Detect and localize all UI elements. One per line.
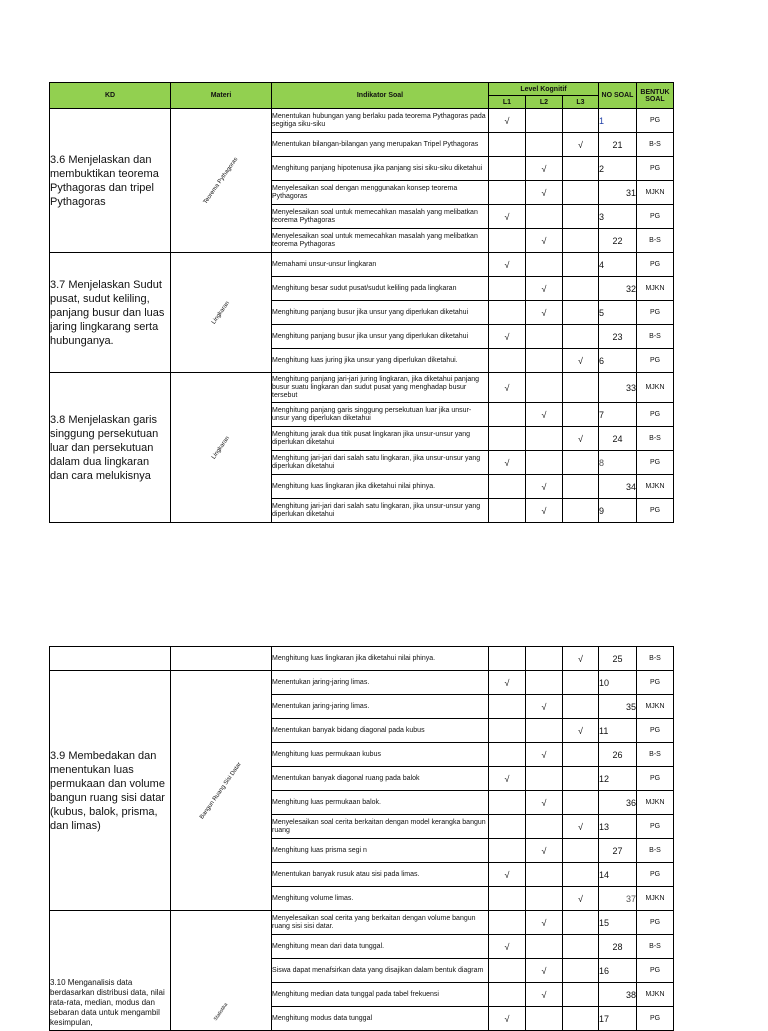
indikator-cell: Menghitung volume limas.: [272, 887, 489, 911]
l3-check: [563, 959, 599, 983]
l1-check: √: [489, 205, 526, 229]
no-soal-cell: 24: [599, 427, 637, 451]
bentuk-soal-cell: MJKN: [637, 695, 674, 719]
no-soal-cell: 6: [599, 349, 637, 373]
l3-check: √: [563, 647, 599, 671]
l1-check: [489, 743, 526, 767]
l2-check: [526, 253, 563, 277]
l2-check: [526, 205, 563, 229]
kisi-kisi-table-page-1: [49, 82, 674, 523]
l2-check: √: [526, 301, 563, 325]
kd-cell: 3.9 Membedakan dan menentukan luas permukaan dan volume bangun ruang sisi datar (kubus, balok, prisma, dan limas): [50, 671, 171, 911]
l1-check: √: [489, 671, 526, 695]
indikator-cell: Memahami unsur-unsur lingkaran: [272, 253, 489, 277]
l1-check: √: [489, 109, 526, 133]
table-row: [50, 671, 674, 695]
l1-check: [489, 349, 526, 373]
l1-check: [489, 403, 526, 427]
l3-check: [563, 373, 599, 403]
l2-check: [526, 647, 563, 671]
l2-check: √: [526, 959, 563, 983]
indikator-cell: Menghitung jari-jari dari salah satu lingkaran, jika unsur-unsur yang diperlukan diketahui: [272, 451, 489, 475]
l3-check: √: [563, 427, 599, 451]
indikator-cell: Menghitung mean dari data tunggal.: [272, 935, 489, 959]
indikator-cell: Menentukan banyak diagonal ruang pada balok: [272, 767, 489, 791]
l1-check: √: [489, 767, 526, 791]
no-soal-cell: 31: [599, 181, 637, 205]
l3-check: [563, 1007, 599, 1031]
l1-check: [489, 791, 526, 815]
bentuk-soal-cell: PG: [637, 403, 674, 427]
l2-check: √: [526, 499, 563, 523]
bentuk-soal-cell: MJKN: [637, 475, 674, 499]
l2-check: √: [526, 157, 563, 181]
bentuk-soal-cell: B-S: [637, 647, 674, 671]
l2-check: √: [526, 791, 563, 815]
header-level-kognitif: Level Kognitif: [489, 83, 599, 96]
no-soal-cell: 3: [599, 205, 637, 229]
indikator-cell: Menentukan banyak rusuk atau sisi pada limas.: [272, 863, 489, 887]
bentuk-soal-cell: MJKN: [637, 373, 674, 403]
l3-check: [563, 205, 599, 229]
l3-check: [563, 839, 599, 863]
l1-check: √: [489, 373, 526, 403]
l3-check: √: [563, 349, 599, 373]
l3-check: [563, 451, 599, 475]
bentuk-soal-cell: MJKN: [637, 791, 674, 815]
l3-check: [563, 767, 599, 791]
l2-check: [526, 1007, 563, 1031]
no-soal-cell: 32: [599, 277, 637, 301]
indikator-cell: Menghitung median data tunggal pada tabel frekuensi: [272, 983, 489, 1007]
l2-check: √: [526, 229, 563, 253]
l1-check: [489, 911, 526, 935]
no-soal-cell: 17: [599, 1007, 637, 1031]
no-soal-cell: 9: [599, 499, 637, 523]
bentuk-soal-cell: PG: [637, 157, 674, 181]
kd-cell-continued: [50, 647, 171, 671]
l1-check: [489, 157, 526, 181]
l1-check: [489, 647, 526, 671]
l2-check: √: [526, 403, 563, 427]
l3-check: [563, 743, 599, 767]
l3-check: [563, 277, 599, 301]
bentuk-soal-cell: PG: [637, 301, 674, 325]
indikator-cell: Menentukan jaring-jaring limas.: [272, 695, 489, 719]
no-soal-cell: 23: [599, 325, 637, 349]
no-soal-cell: 26: [599, 743, 637, 767]
header-materi: Materi: [171, 83, 272, 109]
l1-check: √: [489, 451, 526, 475]
l1-check: [489, 277, 526, 301]
l3-check: √: [563, 815, 599, 839]
indikator-cell: Menghitung panjang garis singgung persekutuan luar jika unsur-unsur yang diperlukan diketahui: [272, 403, 489, 427]
no-soal-cell: 21: [599, 133, 637, 157]
bentuk-soal-cell: PG: [637, 959, 674, 983]
l1-check: [489, 499, 526, 523]
bentuk-soal-cell: PG: [637, 1007, 674, 1031]
indikator-cell: Menentukan jaring-jaring limas.: [272, 671, 489, 695]
indikator-cell: Menghitung luas lingkaran jika diketahui nilai phinya.: [272, 475, 489, 499]
l3-check: √: [563, 133, 599, 157]
l3-check: [563, 499, 599, 523]
materi-cell: [171, 109, 272, 253]
indikator-cell: Menentukan hubungan yang berlaku pada teorema Pythagoras pada segitiga siku-siku: [272, 109, 489, 133]
bentuk-soal-cell: B-S: [637, 839, 674, 863]
no-soal-cell: 25: [599, 647, 637, 671]
indikator-cell: Menghitung panjang busur jika unsur yang diperlukan diketahui: [272, 325, 489, 349]
bentuk-soal-cell: MJKN: [637, 887, 674, 911]
no-soal-cell: 38: [599, 983, 637, 1007]
no-soal-cell: 12: [599, 767, 637, 791]
no-soal-cell: 22: [599, 229, 637, 253]
l2-check: [526, 767, 563, 791]
l2-check: √: [526, 695, 563, 719]
l2-check: [526, 451, 563, 475]
l2-check: [526, 325, 563, 349]
l1-check: [489, 815, 526, 839]
bentuk-soal-cell: PG: [637, 499, 674, 523]
bentuk-soal-cell: PG: [637, 253, 674, 277]
l1-check: [489, 983, 526, 1007]
bentuk-soal-cell: B-S: [637, 229, 674, 253]
table-row: [50, 109, 674, 133]
l3-check: [563, 181, 599, 205]
kisi-kisi-table-page-2: [49, 646, 674, 1031]
no-soal-cell: 5: [599, 301, 637, 325]
kd-cell: 3.7 Menjelaskan Sudut pusat, sudut keliling, panjang busur dan luas jaring lingkarang serta hubunganya.: [50, 253, 171, 373]
l2-check: [526, 133, 563, 157]
l3-check: [563, 157, 599, 181]
indikator-cell: Menentukan bilangan-bilangan yang merupakan Tripel Pythagoras: [272, 133, 489, 157]
l3-check: [563, 403, 599, 427]
bentuk-soal-cell: B-S: [637, 743, 674, 767]
no-soal-cell: 13: [599, 815, 637, 839]
bentuk-soal-cell: B-S: [637, 427, 674, 451]
l1-check: [489, 719, 526, 743]
l1-check: √: [489, 1007, 526, 1031]
l3-check: [563, 695, 599, 719]
l3-check: [563, 983, 599, 1007]
l1-check: √: [489, 935, 526, 959]
l1-check: [489, 839, 526, 863]
materi-cell: [171, 671, 272, 911]
l2-check: √: [526, 983, 563, 1007]
l2-check: √: [526, 277, 563, 301]
l1-check: [489, 475, 526, 499]
l3-check: √: [563, 719, 599, 743]
indikator-cell: Menghitung luas permukaan balok.: [272, 791, 489, 815]
bentuk-soal-cell: PG: [637, 815, 674, 839]
no-soal-cell: 36: [599, 791, 637, 815]
no-soal-cell: 1: [599, 109, 637, 133]
no-soal-cell: 2: [599, 157, 637, 181]
l2-check: [526, 671, 563, 695]
l1-check: √: [489, 253, 526, 277]
bentuk-soal-cell: B-S: [637, 133, 674, 157]
l2-check: [526, 427, 563, 451]
table-row: [50, 373, 674, 403]
materi-label: Lingkaran: [210, 434, 232, 461]
l3-check: [563, 791, 599, 815]
indikator-cell: Menghitung jarak dua titik pusat lingkaran jika unsur-unsur yang diperlukan diketahui: [272, 427, 489, 451]
materi-label: Statistika: [212, 1002, 230, 1023]
l1-check: [489, 887, 526, 911]
l2-check: √: [526, 181, 563, 205]
no-soal-cell: 4: [599, 253, 637, 277]
kd-cell: 3.6 Menjelaskan dan membuktikan teorema Pythagoras dan tripel Pythagoras: [50, 109, 171, 253]
l1-check: √: [489, 325, 526, 349]
header-kd: KD: [50, 83, 171, 109]
l3-check: [563, 109, 599, 133]
header-bentuk-soal: BENTUK SOAL: [637, 83, 674, 109]
l1-check: [489, 695, 526, 719]
indikator-cell: Menentukan banyak bidang diagonal pada kubus: [272, 719, 489, 743]
bentuk-soal-cell: B-S: [637, 935, 674, 959]
l2-check: √: [526, 839, 563, 863]
l1-check: [489, 959, 526, 983]
indikator-cell: Menyelesaikan soal cerita yang berkaitan dengan volume bangun ruang sisi sisi datar.: [272, 911, 489, 935]
table-row: [50, 253, 674, 277]
table-row: [50, 647, 674, 671]
l2-check: [526, 815, 563, 839]
l1-check: √: [489, 863, 526, 887]
bentuk-soal-cell: PG: [637, 109, 674, 133]
header-indikator: Indikator Soal: [272, 83, 489, 109]
l3-check: [563, 671, 599, 695]
l2-check: [526, 719, 563, 743]
indikator-cell: Menghitung besar sudut pusat/sudut keliling pada lingkaran: [272, 277, 489, 301]
bentuk-soal-cell: MJKN: [637, 277, 674, 301]
indikator-cell: Menghitung panjang jari-jari juring lingkaran, jika diketahui panjang busur suatu lingkaran dan sudut pusat yang menghadap busur tersebut: [272, 373, 489, 403]
indikator-cell: Menyelesaikan soal untuk memecahkan masalah yang melibatkan teorema Pythagoras: [272, 229, 489, 253]
header-l3: L3: [563, 96, 599, 109]
l3-check: [563, 935, 599, 959]
materi-cell-continued: [171, 647, 272, 671]
bentuk-soal-cell: PG: [637, 451, 674, 475]
table-row: [50, 911, 674, 935]
no-soal-cell: 8: [599, 451, 637, 475]
l2-check: √: [526, 743, 563, 767]
no-soal-cell: 35: [599, 695, 637, 719]
materi-label: Bangun Ruang Sisi Datar: [199, 761, 243, 820]
indikator-cell: Menghitung panjang busur jika unsur yang diperlukan diketahui: [272, 301, 489, 325]
l1-check: [489, 427, 526, 451]
header-l1: L1: [489, 96, 526, 109]
indikator-cell: Menghitung luas permukaan kubus: [272, 743, 489, 767]
bentuk-soal-cell: PG: [637, 863, 674, 887]
l1-check: [489, 181, 526, 205]
no-soal-cell: 11: [599, 719, 637, 743]
indikator-cell: Menghitung jari-jari dari salah satu lingkaran, jika unsur-unsur yang diperlukan diketahui: [272, 499, 489, 523]
bentuk-soal-cell: MJKN: [637, 181, 674, 205]
no-soal-cell: 33: [599, 373, 637, 403]
l2-check: [526, 109, 563, 133]
l2-check: [526, 935, 563, 959]
indikator-cell: Menyelesaikan soal cerita berkaitan dengan model kerangka bangun ruang: [272, 815, 489, 839]
l1-check: [489, 301, 526, 325]
bentuk-soal-cell: PG: [637, 671, 674, 695]
l3-check: [563, 301, 599, 325]
indikator-cell: Menghitung modus data tunggal: [272, 1007, 489, 1031]
l2-check: √: [526, 475, 563, 499]
bentuk-soal-cell: PG: [637, 911, 674, 935]
l3-check: [563, 863, 599, 887]
no-soal-cell: 34: [599, 475, 637, 499]
l3-check: [563, 229, 599, 253]
l3-check: [563, 475, 599, 499]
no-soal-cell: 15: [599, 911, 637, 935]
l1-check: [489, 229, 526, 253]
materi-cell: [171, 911, 272, 1031]
l2-check: [526, 349, 563, 373]
indikator-cell: Menghitung luas juring jika unsur yang diperlukan diketahui.: [272, 349, 489, 373]
no-soal-cell: 14: [599, 863, 637, 887]
kd-cell: 3.8 Menjelaskan garis singgung persekutuan luar dan persekutuan dalam dua lingkaran dan cara melukisnya: [50, 373, 171, 523]
indikator-cell: Menyelesaikan soal untuk memecahkan masalah yang melibatkan teorema Pythagoras: [272, 205, 489, 229]
no-soal-cell: 37: [599, 887, 637, 911]
materi-label: Lingkaran: [210, 299, 232, 326]
materi-cell: [171, 373, 272, 523]
indikator-cell: Menghitung panjang hipotenusa jika panjang sisi siku-siku diketahui: [272, 157, 489, 181]
bentuk-soal-cell: PG: [637, 719, 674, 743]
indikator-cell: Siswa dapat menafsirkan data yang disajikan dalam bentuk diagram: [272, 959, 489, 983]
no-soal-cell: 27: [599, 839, 637, 863]
l3-check: [563, 911, 599, 935]
no-soal-cell: 16: [599, 959, 637, 983]
no-soal-cell: 7: [599, 403, 637, 427]
materi-label: Teorema Pythagoras: [202, 156, 240, 205]
bentuk-soal-cell: PG: [637, 349, 674, 373]
bentuk-soal-cell: PG: [637, 767, 674, 791]
kd-cell: 3.10 Menganalisis data berdasarkan distribusi data, nilai rata-rata, median, modus dan sebaran data untuk mengambil kesimpulan,: [50, 911, 171, 1031]
l2-check: [526, 887, 563, 911]
header-no-soal: NO SOAL: [599, 83, 637, 109]
l3-check: [563, 325, 599, 349]
l3-check: √: [563, 887, 599, 911]
bentuk-soal-cell: B-S: [637, 325, 674, 349]
bentuk-soal-cell: PG: [637, 205, 674, 229]
l2-check: [526, 373, 563, 403]
l2-check: [526, 863, 563, 887]
l2-check: √: [526, 911, 563, 935]
l1-check: [489, 133, 526, 157]
materi-cell: [171, 253, 272, 373]
header-l2: L2: [526, 96, 563, 109]
no-soal-cell: 10: [599, 671, 637, 695]
indikator-cell: Menyelesaikan soal dengan menggunakan konsep teorema Pythagoras: [272, 181, 489, 205]
no-soal-cell: 28: [599, 935, 637, 959]
l3-check: [563, 253, 599, 277]
indikator-cell: Menghitung luas prisma segi n: [272, 839, 489, 863]
indikator-cell: Menghitung luas lingkaran jika diketahui nilai phinya.: [272, 647, 489, 671]
bentuk-soal-cell: MJKN: [637, 983, 674, 1007]
